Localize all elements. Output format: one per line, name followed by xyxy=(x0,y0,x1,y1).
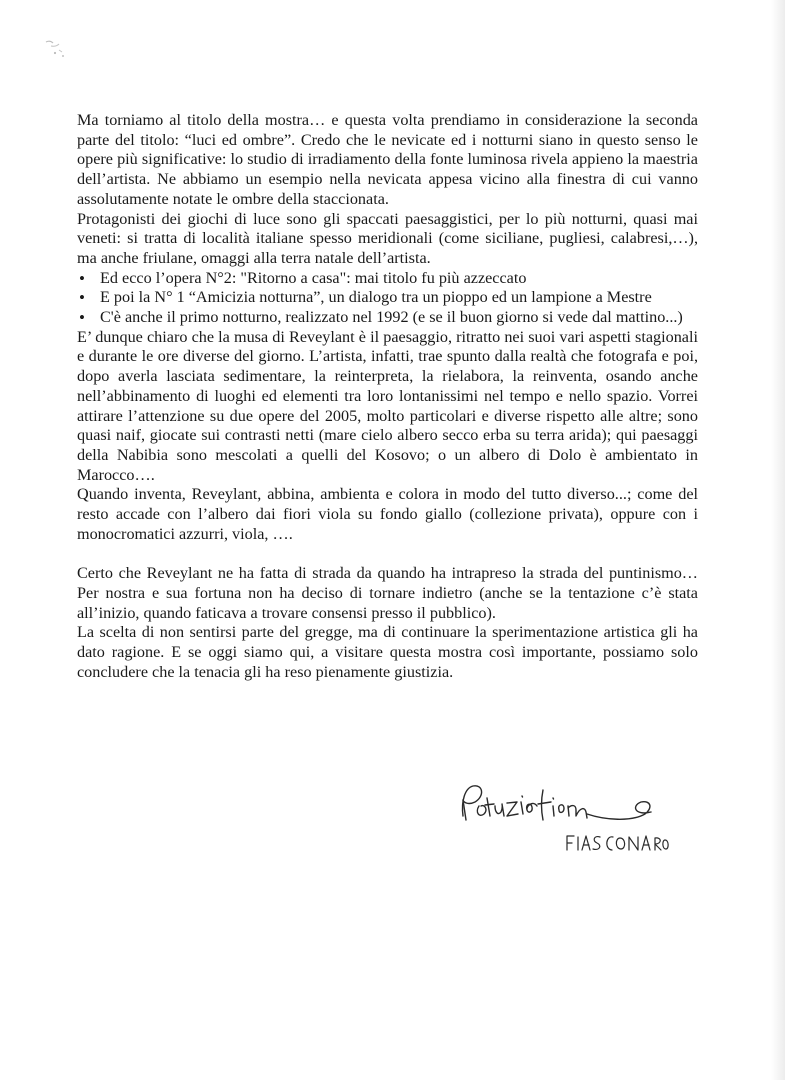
scan-speck-mark xyxy=(42,36,72,62)
handwritten-signature xyxy=(455,776,670,856)
paragraph-pointillism: Certo che Reveylant ne ha fatta di strada da quando ha intrapreso la strada del puntinismo… Per nostra e sua fortuna non ha deciso di tornare indietro (anche se la tentazione c’è stata all’inizio, quando faticava a trovare consensi presso il pubblico). xyxy=(77,564,698,622)
bullet-item: • C'è anche il primo notturno, realizzato nel 1992 (e se il buon giorno si vede dal mattino...) xyxy=(100,308,698,328)
bullet-item: • E poi la N° 1 “Amicizia notturna”, un dialogo tra un pioppo ed un lampione a Mestre xyxy=(100,288,698,308)
page-edge-shadow xyxy=(771,0,785,1080)
paragraph-invents: Quando inventa, Reveylant, abbina, ambienta e colora in modo del tutto diverso...; come del resto accade con l’albero dai fiori viola su fondo giallo (collezione privata), oppure con i monocromatici azzurri, viola, …. xyxy=(77,485,698,543)
paragraph-muse-landscape: E’ dunque chiaro che la musa di Reveylant è il paesaggio, ritratto nei suoi vari aspetti stagionali e durante le ore diverse del giorno. L’artista, infatti, trae spunto dalla realtà che fotografa e poi, dopo averla lasciata sedimentare, la reinterpreta, la rielabora, la reinventa, osando anche nell’abbinamento di luoghi ed elementi tra loro lontanissimi nel tempo e nello spazio. Vorrei attirare l’attenzione su due opere del 2005, molto particolari e diverse rispetto alle altre; sono quasi naif, giocate sui contrasti netti (mare cielo albero secco erba su terra arida); qui paesaggi della Nabibia sono mescolati a quelli del Kosovo; o un albero di Dolo è ambientato in Marocco…. xyxy=(77,327,698,484)
paragraph-light-games: Protagonisti dei giochi di luce sono gli spaccati paesaggistici, per lo più notturni, quasi mai veneti: si tratta di località italiane spesso meridionali (come siciliane, pugliesi, calabresi,…), ma anche friulane, omaggi alla terra natale dell’artista. xyxy=(77,209,698,267)
paragraph-conclusion: La scelta di non sentirsi parte del gregge, ma di continuare la sperimentazione artistica gli ha dato ragione. E se oggi siamo qui, a visitare questa mostra così importante, possiamo solo concludere che la tenacia gli ha reso pienamente giustizia. xyxy=(77,623,698,681)
document-body xyxy=(77,111,698,682)
paragraph-title-section: Ma torniamo al titolo della mostra… e questa volta prendiamo in considerazione la seconda parte del titolo: “luci ed ombre”. Credo che le nevicate ed i notturni siano in questo senso le opere più significative: lo studio di irradiamento della fonte luminosa rivela appieno la maestria dell’artista. Ne abbiamo un esempio nella nevicata appesa vicino alla finestra di cui vanno assolutamente notate le ombre della staccionata. xyxy=(77,111,698,208)
bullet-item: • Ed ecco l’opera N°2: "Ritorno a casa": mai titolo fu più azzeccato xyxy=(100,269,698,289)
works-bullet-list xyxy=(77,269,698,328)
